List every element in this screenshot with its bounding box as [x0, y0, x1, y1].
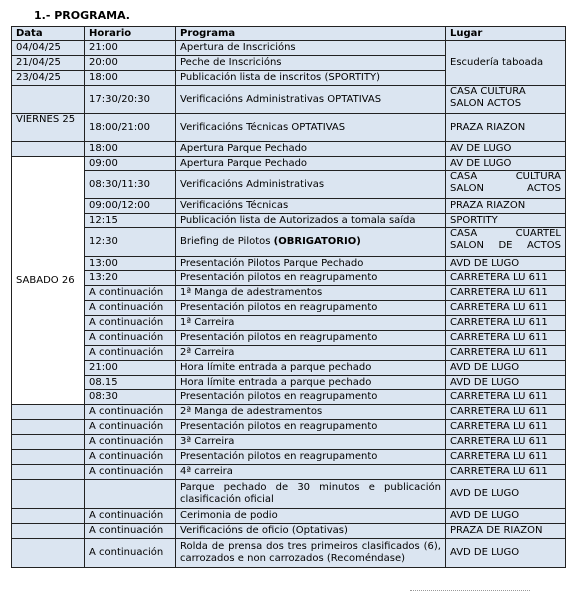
time-cell: 18:00/21:00: [85, 114, 176, 142]
table-row: [12, 376, 566, 390]
program-text: Peche de Inscricións: [180, 57, 282, 68]
date-cell: 04/04/25: [12, 41, 85, 56]
program-text: 1ª Manga de adestramentos: [180, 287, 323, 298]
place-cell: CASA CULTURA SALON ACTOS: [446, 171, 566, 199]
footer-rule: [410, 590, 530, 592]
place-cell: PRAZA RIAZON: [446, 199, 566, 214]
program-cell: [176, 331, 446, 346]
time-cell: A continuación: [85, 524, 176, 539]
table-row: [12, 346, 566, 361]
program-rows: [12, 41, 566, 568]
time-cell: A continuación: [85, 420, 176, 435]
place-cell: CARRETERA LU 611: [446, 331, 566, 346]
program-cell: [176, 465, 446, 480]
table-row: [12, 199, 566, 214]
place-cell: AVD DE LUGO: [446, 509, 566, 524]
table-row: [12, 214, 566, 228]
table-row: [12, 142, 566, 157]
place-cell: CARRETERA LU 611: [446, 286, 566, 301]
date-cell: [12, 420, 85, 435]
time-cell: A continuación: [85, 539, 176, 568]
place-cell: CARRETERA LU 611: [446, 316, 566, 331]
table-row: [12, 480, 566, 509]
program-cell: [176, 450, 446, 465]
program-cell: [176, 524, 446, 539]
table-row: [12, 361, 566, 376]
date-cell: [12, 465, 85, 480]
date-cell: [12, 86, 85, 114]
program-cell: [176, 228, 446, 257]
program-text: Hora límite entrada a parque pechado: [180, 362, 372, 373]
time-cell: A continuación: [85, 346, 176, 361]
table-row: [12, 524, 566, 539]
program-text: 2ª Carreira: [180, 347, 235, 358]
date-cell: [12, 142, 85, 157]
place-cell: AVD DE LUGO: [446, 376, 566, 390]
date-cell: 21/04/25: [12, 56, 85, 71]
place-cell: AV DE LUGO: [446, 142, 566, 157]
header-row: [12, 27, 566, 41]
table-row: [12, 465, 566, 480]
program-table: [11, 26, 566, 568]
table-row: [12, 157, 566, 171]
time-cell: A continuación: [85, 435, 176, 450]
time-cell: A continuación: [85, 331, 176, 346]
table-row: [12, 301, 566, 316]
program-text: Cerimonia de podio: [180, 510, 278, 521]
table-row: [12, 390, 566, 405]
date-cell: [12, 539, 85, 568]
table-row: [12, 114, 566, 142]
table-row: [12, 331, 566, 346]
program-text: Apertura Parque Pechado: [180, 143, 308, 154]
program-text: Apertura de Inscricións: [180, 42, 296, 53]
place-cell: AVD DE LUGO: [446, 257, 566, 271]
program-cell: [176, 509, 446, 524]
place-cell: AV DE LUGO: [446, 157, 566, 171]
program-text: 2ª Manga de adestramentos: [180, 406, 323, 417]
time-cell: A continuación: [85, 509, 176, 524]
program-cell: [176, 214, 446, 228]
program-cell: [176, 390, 446, 405]
date-cell: [12, 435, 85, 450]
program-cell: [176, 480, 446, 509]
date-cell: [12, 480, 85, 509]
program-cell: [176, 86, 446, 114]
col-header-time: Horario: [85, 27, 176, 41]
time-cell: 18:00: [85, 71, 176, 86]
program-text: Presentación pilotos en reagrupamento: [180, 302, 378, 313]
program-text: Apertura Parque Pechado: [180, 157, 308, 169]
mandatory-note: (OBRIGATORIO): [273, 236, 361, 247]
time-cell: A continuación: [85, 405, 176, 420]
time-cell: 20:00: [85, 56, 176, 71]
time-cell: 08:30: [85, 390, 176, 405]
place-cell: CARRETERA LU 611: [446, 465, 566, 480]
program-cell: [176, 316, 446, 331]
place-cell: CARRETERA LU 611: [446, 405, 566, 420]
time-cell: 21:00: [85, 361, 176, 376]
program-cell: [176, 71, 446, 86]
program-text: Presentación Pilotos Parque Pechado: [180, 257, 364, 269]
place-cell: CARRETERA LU 611: [446, 346, 566, 361]
program-cell: [176, 56, 446, 71]
table-row: [12, 86, 566, 114]
program-text: Verificacións Técnicas: [180, 200, 289, 211]
program-cell: [176, 257, 446, 271]
place-cell: AVD DE LUGO: [446, 361, 566, 376]
place-cell: PRAZA RIAZON: [446, 114, 566, 142]
day-label: SABADO 26: [12, 157, 85, 405]
place-cell: PRAZA DE RIAZON: [446, 524, 566, 539]
date-cell: [12, 450, 85, 465]
table-row: [12, 316, 566, 331]
date-cell: [12, 405, 85, 420]
program-text: Verificacións Administrativas OPTATIVAS: [180, 93, 382, 105]
program-text: Presentación pilotos en reagrupamento: [180, 332, 378, 343]
program-cell: [176, 171, 446, 199]
time-cell: 17:30/20:30: [85, 86, 176, 114]
program-cell: [176, 157, 446, 171]
date-cell: [12, 509, 85, 524]
place-cell: CASA CUARTEL SALON DE ACTOS: [446, 228, 566, 257]
time-cell: 18:00: [85, 142, 176, 157]
program-cell: [176, 199, 446, 214]
time-cell: 12:30: [85, 228, 176, 257]
program-cell: [176, 376, 446, 390]
program-text: Briefing de Pilotos: [180, 236, 271, 247]
time-cell: A continuación: [85, 286, 176, 301]
table-row: [12, 509, 566, 524]
program-cell: [176, 435, 446, 450]
table-row: [12, 286, 566, 301]
program-text: Rolda de prensa dos tres primeiros clasificados (6), carrozados e non carrozados (Recoméndase): [180, 541, 441, 564]
program-text: Presentación pilotos en reagrupamento: [180, 421, 378, 432]
table-row: [12, 171, 566, 199]
date-cell: [12, 524, 85, 539]
program-text: Hora límite entrada a parque pechado: [180, 376, 372, 388]
place-cell: AVD DE LUGO: [446, 539, 566, 568]
table-row: [12, 257, 566, 271]
program-cell: [176, 301, 446, 316]
place-cell: AVD DE LUGO: [446, 480, 566, 509]
program-cell: [176, 271, 446, 286]
place-cell: CARRETERA LU 611: [446, 301, 566, 316]
program-cell: [176, 41, 446, 56]
time-cell: 12:15: [85, 214, 176, 228]
time-cell: 09:00: [85, 157, 176, 171]
program-cell: [176, 420, 446, 435]
place-cell: SPORTITY: [446, 214, 566, 228]
program-text: Verificacións Administrativas: [180, 178, 325, 190]
place-cell: CARRETERA LU 611: [446, 450, 566, 465]
program-cell: [176, 286, 446, 301]
table-row: [12, 271, 566, 286]
program-text: 3ª Carreira: [180, 436, 235, 447]
program-cell: [176, 114, 446, 142]
place-cell: CARRETERA LU 611: [446, 271, 566, 286]
time-cell: A continuación: [85, 301, 176, 316]
program-text: Presentación pilotos en reagrupamento: [180, 391, 378, 402]
program-cell: [176, 405, 446, 420]
col-header-program: Programa: [176, 27, 446, 41]
program-text: Presentación pilotos en reagrupamento: [180, 272, 378, 283]
day-label: VIERNES 25: [12, 114, 85, 142]
time-cell: 08.15: [85, 376, 176, 390]
place-cell: Escudería taboada: [446, 41, 566, 86]
col-header-place: Lugar: [446, 27, 566, 41]
program-cell: [176, 539, 446, 568]
place-cell: CARRETERA LU 611: [446, 435, 566, 450]
time-cell: A continuación: [85, 450, 176, 465]
time-cell: 08:30/11:30: [85, 171, 176, 199]
time-cell: [85, 480, 176, 509]
time-cell: 21:00: [85, 41, 176, 56]
program-text: Publicación lista de Autorizados a tomala saída: [180, 214, 416, 226]
program-cell: [176, 361, 446, 376]
program-text: Verificacións de oficio (Optativas): [180, 525, 348, 536]
program-text: Presentación pilotos en reagrupamento: [180, 451, 378, 462]
table-row: [12, 450, 566, 465]
program-cell: [176, 346, 446, 361]
program-cell: [176, 142, 446, 157]
date-cell: 23/04/25: [12, 71, 85, 86]
table-row: [12, 41, 566, 56]
program-text: Publicación lista de inscritos (SPORTITY): [180, 72, 380, 83]
program-text: Verificacións Técnicas OPTATIVAS: [180, 121, 346, 133]
table-row: [12, 539, 566, 568]
col-header-date: Data: [12, 27, 85, 41]
table-row: [12, 420, 566, 435]
table-row: [12, 228, 566, 257]
time-cell: 13:20: [85, 271, 176, 286]
time-cell: 13:00: [85, 257, 176, 271]
program-text: 1ª Carreira: [180, 317, 235, 328]
program-text: 4ª carreira: [180, 466, 233, 477]
place-cell: CARRETERA LU 611: [446, 390, 566, 405]
section-heading: 1.- PROGRAMA.: [34, 9, 130, 22]
program-text: Parque pechado de 30 minutos e publicación clasificación oficial: [180, 482, 441, 505]
place-cell: CASA CULTURA SALON ACTOS: [446, 86, 566, 114]
table-row: [12, 405, 566, 420]
time-cell: A continuación: [85, 316, 176, 331]
table-row: [12, 435, 566, 450]
place-cell: CARRETERA LU 611: [446, 420, 566, 435]
time-cell: 09:00/12:00: [85, 199, 176, 214]
time-cell: A continuación: [85, 465, 176, 480]
